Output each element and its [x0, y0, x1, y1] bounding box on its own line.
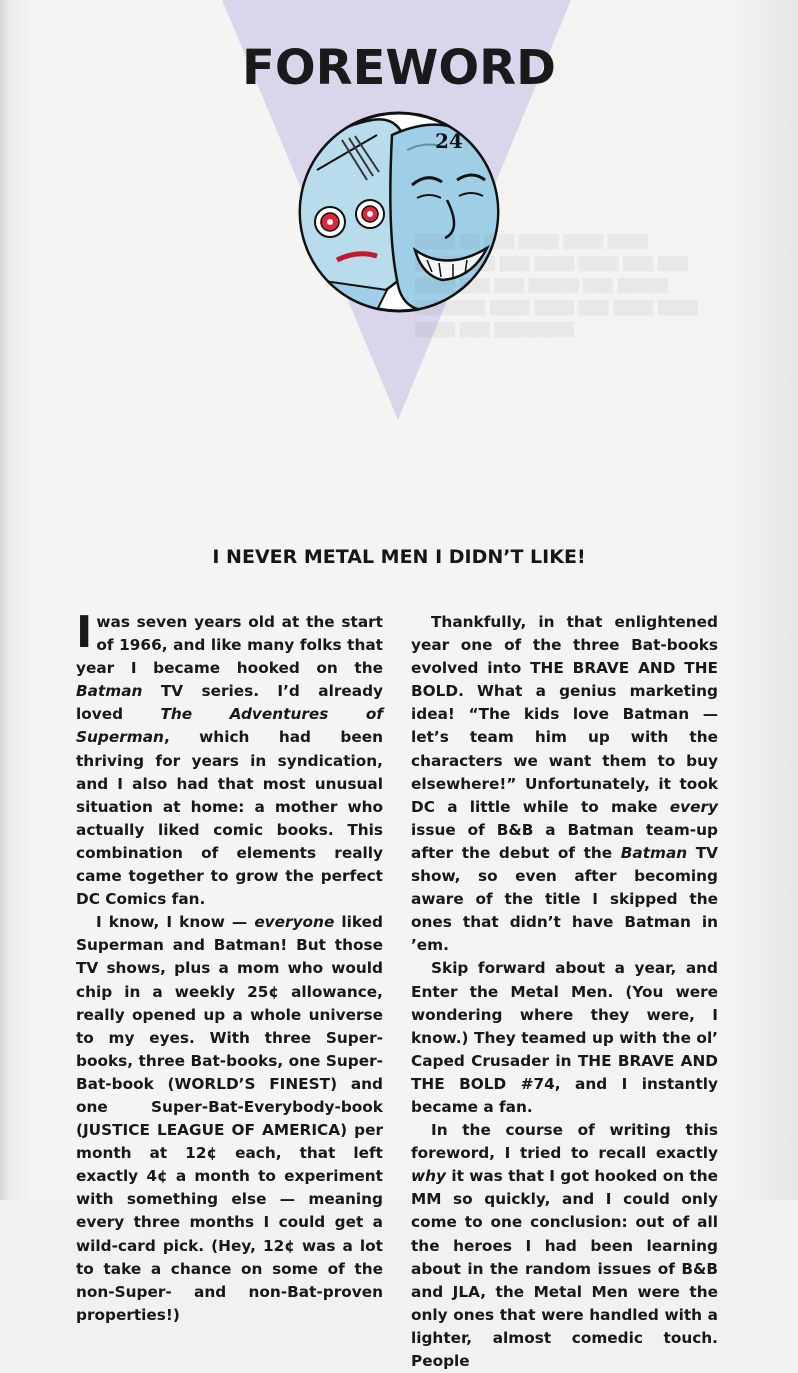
page-title: FOREWORD — [242, 40, 556, 96]
paragraph: I was seven years old at the start of 1966, and like many folks that year I became hooked on the Batman TV series. I’d already loved The Adventures of Superman, which had been thriving for years in syndication, and I also had that most unusual situation at home: a mother who actually liked comic books. This combination of elements really came together to grow the perfect DC Comics fan. — [76, 607, 383, 909]
section-heading: I NEVER METAL MEN I DIDN’T LIKE! — [212, 546, 586, 568]
illustration-number: 24 — [435, 129, 463, 153]
paragraph: I know, I know — everyone liked Superman and Batman! But those TV shows, plus a mom who would chip in a weekly 25¢ allowance, really opened up a whole universe to my eyes. With three Super-books, three Bat-books, one Super-Bat-book (WORLD’S FINEST) and one Super-Bat-Everybody-book (JUSTICE LEAGUE OF AMERICA) per month at 12¢ each, that left exactly 4¢ a month to experiment with something else — meaning every three months I could get a wild-card pick. (Hey, 12¢ was a lot to take a chance on some of the non-Super- and non-Bat-proven properties!) — [76, 913, 383, 1324]
drop-cap: I — [76, 607, 93, 658]
text-column-right — [411, 611, 718, 1373]
show-through-text — [415, 232, 715, 342]
paragraph: In the course of writing this foreword, I tried to recall exactly why it was that I got hooked on the MM so quickly, and I could only come to one conclusion: out of all the heroes I had been learning about in the random issues of B&B and JLA, the Metal Men were the only ones that were handled with a lighter, almost comedic touch. People — [411, 1121, 718, 1370]
paragraph: Skip forward about a year, and Enter the Metal Men. (You were wondering where they were, I know.) They teamed up with the ol’ Caped Crusader in THE BRAVE AND THE BOLD #74, and I instantly became a fan. — [411, 959, 718, 1116]
paragraph: Thankfully, in that enlightened year one of the three Bat-books evolved into THE BRAVE AND THE BOLD. What a genius marketing idea! “The kids love Batman — let’s team him up with the characters we want them to buy elsewhere!” Unfortunately, it took DC a little while to make every issue of B&B a Batman team-up after the debut of the Batman TV show, so even after becoming aware of the title I skipped the ones that didn’t have Batman in ’em. — [411, 613, 718, 955]
text-column-left — [76, 607, 383, 1327]
